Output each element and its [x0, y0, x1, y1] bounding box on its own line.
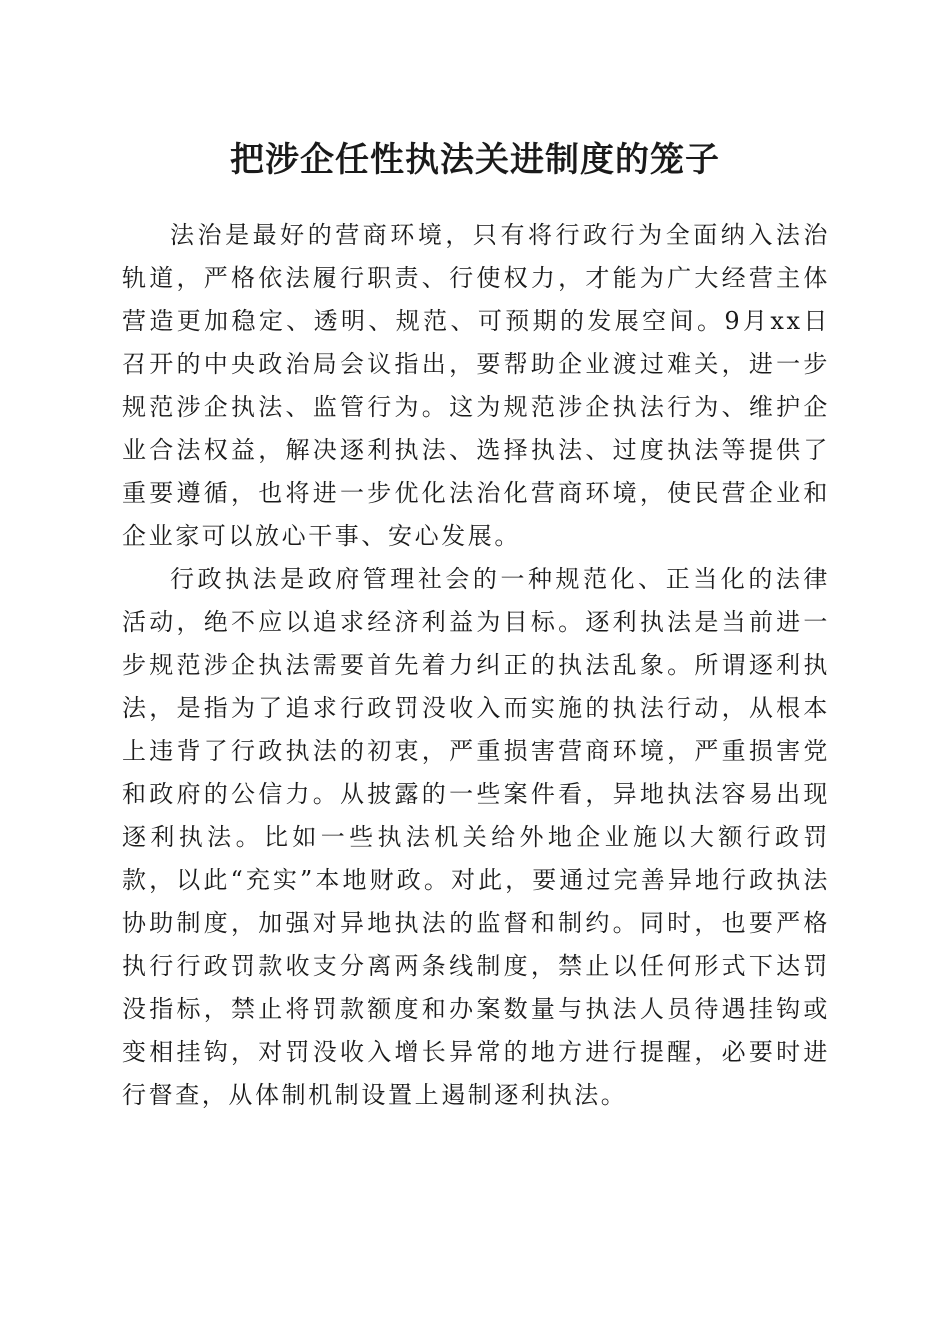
document-title: 把涉企任性执法关进制度的笼子 — [230, 140, 720, 180]
paragraph-1: 法治是最好的营商环境，只有将行政行为全面纳入法治轨道，严格依法履行职责、行使权力，才能为广大经营主体营造更加稳定、透明、规范、可预期的发展空间。9月xx日召开的中央政治局会议指出，要帮助企业渡过难关，进一步规范涉企执法、监管行为。这为规范涉企执法行为、维护企业合法权益，解决逐利执法、选择执法、过度执法等提供了重要遵循，也将进一步优化法治化营商环境，使民营企业和企业家可以放心干事、安心发展。 — [122, 221, 830, 550]
paragraph-2: 行政执法是政府管理社会的一种规范化、正当化的法律活动，绝不应以追求经济利益为目标。逐利执法是当前进一步规范涉企执法需要首先着力纠正的执法乱象。所谓逐利执法，是指为了追求行政罚没收入而实施的执法行动，从根本上违背了行政执法的初衷，严重损害营商环境，严重损害党和政府的公信力。从披露的一些案件看，异地执法容易出现逐利执法。比如一些执法机关给外地企业施以大额行政罚款，以此“充实”本地财政。对此，要通过完善异地行政执法协助制度，加强对异地执法的监督和制约。同时，也要严格执行行政罚款收支分离两条线制度，禁止以任何形式下达罚没指标，禁止将罚款额度和办案数量与执法人员待遇挂钩或变相挂钩，对罚没收入增长异常的地方进行提醒，必要时进行督查，从体制机制设置上遏制逐利执法。 — [122, 565, 830, 1109]
document-body — [122, 214, 830, 1117]
